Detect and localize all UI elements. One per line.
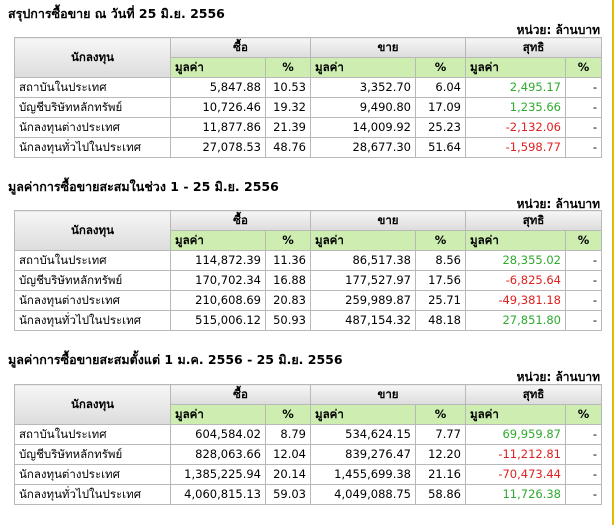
sell-pct: 51.64 (416, 138, 466, 158)
buy-pct: 20.14 (266, 465, 311, 485)
investor-name: นักลงทุนทั่วไปในประเทศ (15, 485, 171, 505)
net-pct: - (566, 311, 602, 331)
buy-value: 828,063.66 (171, 445, 266, 465)
net-pct: - (566, 118, 602, 138)
sell-pct: 25.23 (416, 118, 466, 138)
investor-header: นักลงทุน (15, 385, 171, 425)
net-pct-header: % (566, 231, 602, 251)
buy-pct: 21.39 (266, 118, 311, 138)
net-pct: - (566, 425, 602, 445)
sell-pct-header: % (416, 405, 466, 425)
buy-value: 210,608.69 (171, 291, 266, 311)
sell-pct: 25.71 (416, 291, 466, 311)
sell-value: 839,276.47 (311, 445, 416, 465)
investor-name: นักลงทุนต่างประเทศ (15, 118, 171, 138)
buy-value-header: มูลค่า (171, 231, 266, 251)
net-pct-header: % (566, 58, 602, 78)
investor-name: นักลงทุนทั่วไปในประเทศ (15, 138, 171, 158)
sell-pct: 58.86 (416, 485, 466, 505)
buy-pct: 8.79 (266, 425, 311, 445)
investor-name: นักลงทุนต่างประเทศ (15, 291, 171, 311)
summary-table (14, 37, 602, 158)
net-pct-header: % (566, 405, 602, 425)
table-row (15, 311, 602, 331)
investor-name: นักลงทุนต่างประเทศ (15, 465, 171, 485)
net-value-header: มูลค่า (466, 231, 566, 251)
net-pct: - (566, 465, 602, 485)
sell-header: ขาย (311, 385, 466, 405)
buy-value: 5,847.88 (171, 78, 266, 98)
buy-pct: 50.93 (266, 311, 311, 331)
header-row (15, 38, 602, 58)
sell-value-header: มูลค่า (311, 58, 416, 78)
net-value: -11,212.81 (466, 445, 566, 465)
sell-value: 3,352.70 (311, 78, 416, 98)
sell-value: 534,624.15 (311, 425, 416, 445)
net-value: 69,959.87 (466, 425, 566, 445)
net-value: -2,132.06 (466, 118, 566, 138)
net-pct: - (566, 291, 602, 311)
buy-pct: 48.76 (266, 138, 311, 158)
sell-pct: 12.20 (416, 445, 466, 465)
buy-pct: 12.04 (266, 445, 311, 465)
sell-pct: 17.56 (416, 271, 466, 291)
section-title: มูลค่าการซื้อขายสะสมตั้งแต่ 1 ม.ค. 2556 - 25 มิ.ย. 2556 (8, 352, 343, 367)
investor-name: บัญชีบริษัทหลักทรัพย์ (15, 98, 171, 118)
sell-pct: 48.18 (416, 311, 466, 331)
sell-value: 28,677.30 (311, 138, 416, 158)
sell-value: 14,009.92 (311, 118, 416, 138)
sell-pct: 21.16 (416, 465, 466, 485)
buy-pct: 19.32 (266, 98, 311, 118)
buy-value-header: มูลค่า (171, 58, 266, 78)
unit-label: หน่วย: ล้านบาท (516, 370, 600, 384)
net-value: 27,851.80 (466, 311, 566, 331)
net-value: -1,598.77 (466, 138, 566, 158)
sell-value-header: มูลค่า (311, 405, 416, 425)
net-header: สุทธิ (466, 211, 602, 231)
sell-value-header: มูลค่า (311, 231, 416, 251)
net-value: -70,473.44 (466, 465, 566, 485)
summary-table (14, 384, 602, 505)
sell-value: 9,490.80 (311, 98, 416, 118)
net-pct: - (566, 78, 602, 98)
table-row (15, 425, 602, 445)
buy-value: 27,078.53 (171, 138, 266, 158)
sell-value: 86,517.38 (311, 251, 416, 271)
buy-value: 11,877.86 (171, 118, 266, 138)
buy-pct-header: % (266, 58, 311, 78)
buy-header: ซื้อ (171, 211, 311, 231)
table-row (15, 465, 602, 485)
buy-header: ซื้อ (171, 385, 311, 405)
net-pct: - (566, 485, 602, 505)
net-value-header: มูลค่า (466, 405, 566, 425)
investor-name: นักลงทุนทั่วไปในประเทศ (15, 311, 171, 331)
net-value: 1,235.66 (466, 98, 566, 118)
table-row (15, 138, 602, 158)
table-row (15, 118, 602, 138)
net-pct: - (566, 98, 602, 118)
sell-value: 487,154.32 (311, 311, 416, 331)
buy-value: 10,726.46 (171, 98, 266, 118)
sell-value: 259,989.87 (311, 291, 416, 311)
buy-pct-header: % (266, 231, 311, 251)
unit-label: หน่วย: ล้านบาท (516, 23, 600, 37)
sell-header: ขาย (311, 211, 466, 231)
table-row (15, 78, 602, 98)
net-value-header: มูลค่า (466, 58, 566, 78)
investor-name: บัญชีบริษัทหลักทรัพย์ (15, 271, 171, 291)
buy-value: 1,385,225.94 (171, 465, 266, 485)
section-title: สรุปการซื้อขาย ณ วันที่ 25 มิ.ย. 2556 (8, 6, 225, 21)
sell-value: 177,527.97 (311, 271, 416, 291)
buy-pct: 59.03 (266, 485, 311, 505)
net-header: สุทธิ (466, 38, 602, 58)
investor-name: บัญชีบริษัทหลักทรัพย์ (15, 445, 171, 465)
net-value: 2,495.17 (466, 78, 566, 98)
header-row (15, 211, 602, 231)
sell-pct: 17.09 (416, 98, 466, 118)
sell-pct-header: % (416, 58, 466, 78)
buy-pct: 10.53 (266, 78, 311, 98)
buy-pct: 20.83 (266, 291, 311, 311)
buy-value: 114,872.39 (171, 251, 266, 271)
sell-pct-header: % (416, 231, 466, 251)
net-pct: - (566, 138, 602, 158)
investor-name: สถาบันในประเทศ (15, 251, 171, 271)
net-pct: - (566, 445, 602, 465)
investor-name: สถาบันในประเทศ (15, 78, 171, 98)
table-row (15, 251, 602, 271)
table-row (15, 271, 602, 291)
investor-name: สถาบันในประเทศ (15, 425, 171, 445)
net-pct: - (566, 251, 602, 271)
buy-pct: 11.36 (266, 251, 311, 271)
buy-header: ซื้อ (171, 38, 311, 58)
buy-value: 515,006.12 (171, 311, 266, 331)
net-value: 11,726.38 (466, 485, 566, 505)
net-value: -6,825.64 (466, 271, 566, 291)
sell-pct: 7.77 (416, 425, 466, 445)
net-value: 28,355.02 (466, 251, 566, 271)
net-header: สุทธิ (466, 385, 602, 405)
sell-value: 4,049,088.75 (311, 485, 416, 505)
investor-header: นักลงทุน (15, 38, 171, 78)
buy-value: 604,584.02 (171, 425, 266, 445)
buy-value: 170,702.34 (171, 271, 266, 291)
buy-pct-header: % (266, 405, 311, 425)
summary-table (14, 210, 602, 331)
sell-pct: 6.04 (416, 78, 466, 98)
header-row (15, 385, 602, 405)
unit-label: หน่วย: ล้านบาท (516, 197, 600, 211)
table-row (15, 291, 602, 311)
net-value: -49,381.18 (466, 291, 566, 311)
table-row (15, 98, 602, 118)
buy-value-header: มูลค่า (171, 405, 266, 425)
section-title: มูลค่าการซื้อขายสะสมในช่วง 1 - 25 มิ.ย. 2556 (8, 179, 279, 194)
buy-value: 4,060,815.13 (171, 485, 266, 505)
net-pct: - (566, 271, 602, 291)
sell-value: 1,455,699.38 (311, 465, 416, 485)
investor-header: นักลงทุน (15, 211, 171, 251)
sell-pct: 8.56 (416, 251, 466, 271)
sell-header: ขาย (311, 38, 466, 58)
buy-pct: 16.88 (266, 271, 311, 291)
table-row (15, 485, 602, 505)
table-row (15, 445, 602, 465)
